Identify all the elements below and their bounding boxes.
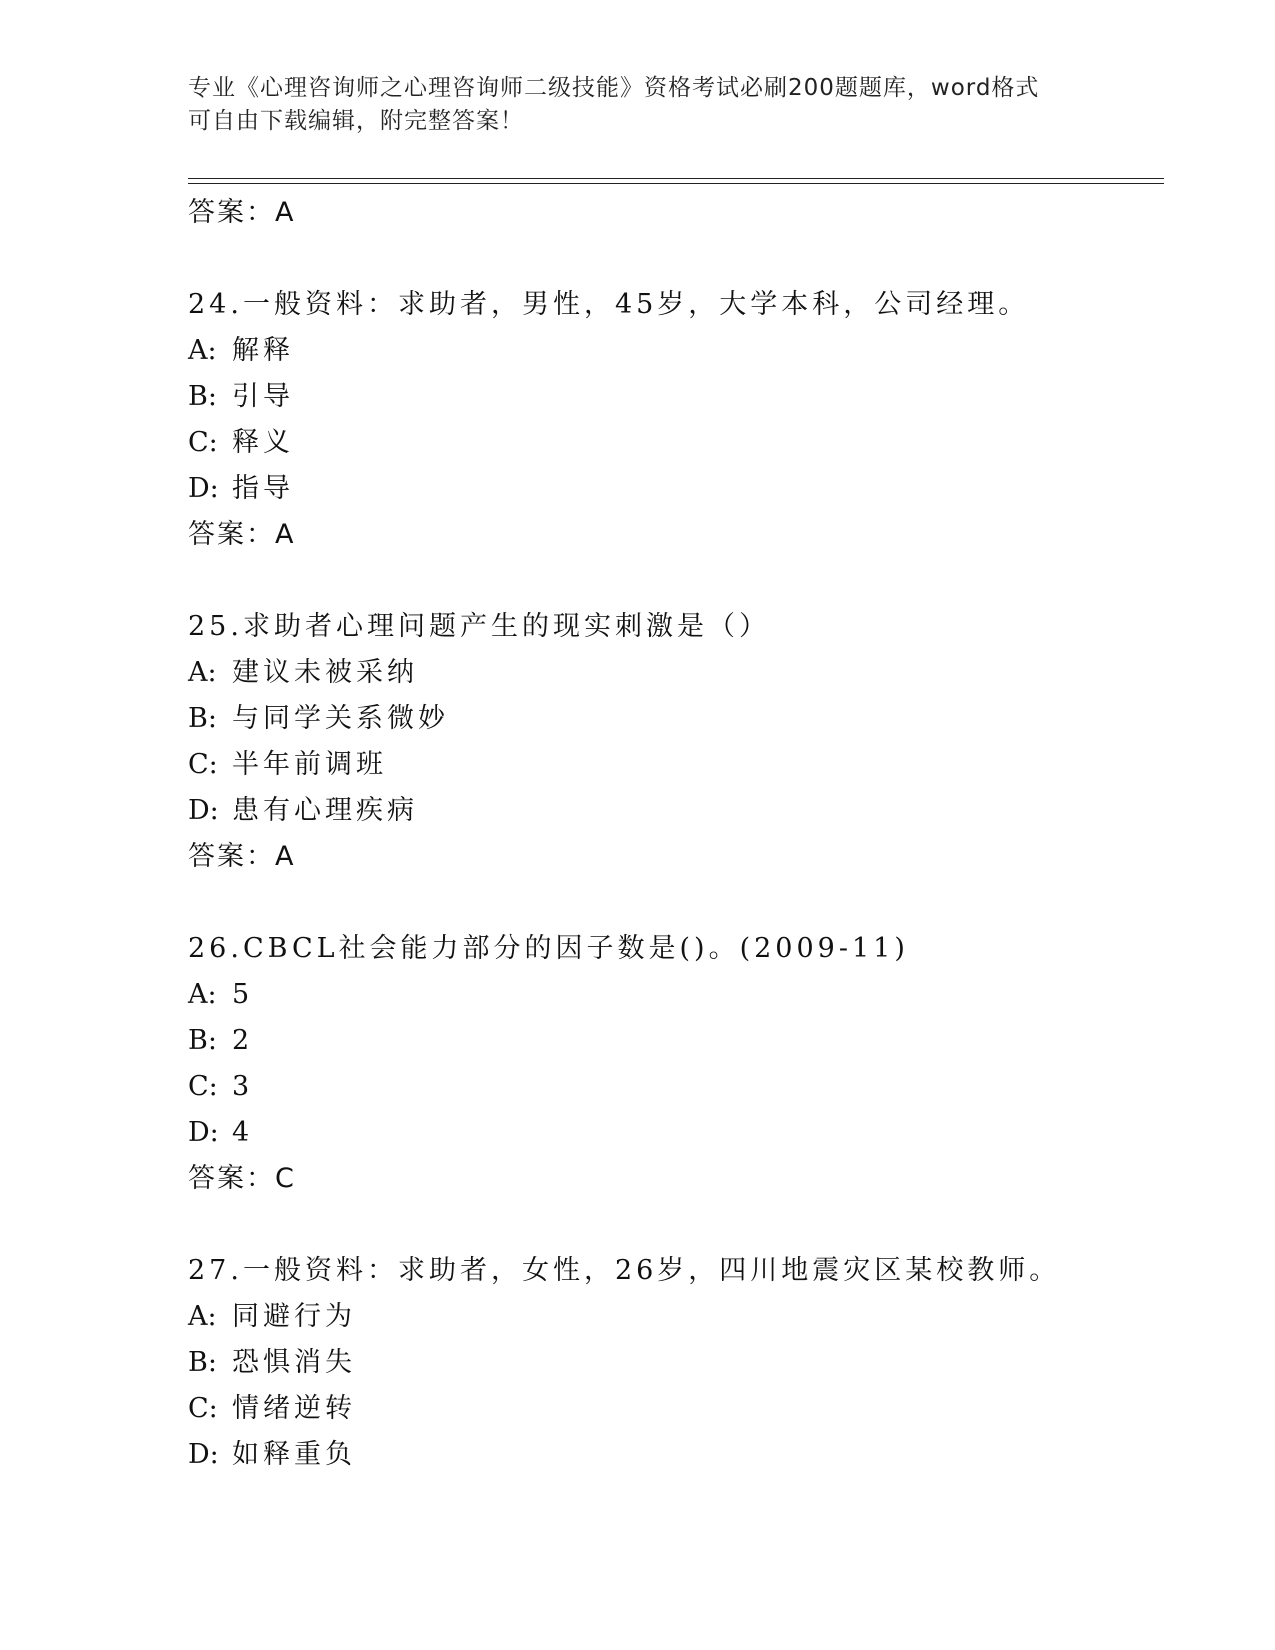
option-letter: C: (188, 749, 218, 780)
option-text: 建议未被采纳 (232, 657, 418, 688)
answer-line: 答案：A (188, 841, 296, 872)
option-letter: C: (188, 1393, 218, 1424)
option-text: 半年前调班 (232, 749, 387, 780)
question-text: 25.求助者心理问题产生的现实刺激是（） (188, 611, 770, 642)
question-item (188, 1248, 1148, 1478)
option-b (188, 374, 1148, 420)
option-text: 解释 (232, 335, 294, 366)
option-letter: D: (188, 1439, 219, 1470)
option-a (188, 650, 1148, 696)
option-letter: C: (188, 1071, 218, 1102)
document-header (188, 72, 1088, 138)
answer-line: 答案：A (188, 519, 296, 550)
option-b (188, 1340, 1148, 1386)
option-text: 恐惧消失 (232, 1347, 356, 1378)
question-item (188, 926, 1148, 1202)
option-text: 指导 (232, 473, 294, 504)
option-c (188, 420, 1148, 466)
option-letter: B: (188, 703, 217, 734)
option-text: 4 (232, 1117, 254, 1148)
option-d (188, 1432, 1148, 1478)
option-b (188, 1018, 1148, 1064)
option-letter: A: (188, 657, 217, 688)
header-line-1: 专业《心理咨询师之心理咨询师二级技能》资格考试必刷200题题库，word格式 (188, 75, 1040, 101)
option-letter: D: (188, 1117, 219, 1148)
option-d (188, 788, 1148, 834)
header-divider-top (188, 178, 1164, 179)
option-a (188, 972, 1148, 1018)
option-letter: B: (188, 381, 217, 412)
option-letter: B: (188, 1347, 217, 1378)
option-text: 如释重负 (232, 1439, 356, 1470)
option-c (188, 1386, 1148, 1432)
option-text: 引导 (232, 381, 294, 412)
question-text: 24.一般资料：求助者，男性，45岁，大学本科，公司经理。 (188, 289, 1030, 320)
question-text: 26.CBCL社会能力部分的因子数是()。(2009-11) (188, 933, 909, 964)
option-text: 5 (232, 979, 254, 1010)
question-item (188, 604, 1148, 880)
option-text: 患有心理疾病 (232, 795, 418, 826)
option-text: 与同学关系微妙 (232, 703, 449, 734)
option-d (188, 1110, 1148, 1156)
option-a (188, 1294, 1148, 1340)
option-b (188, 696, 1148, 742)
question-text: 27.一般资料：求助者，女性，26岁，四川地震灾区某校教师。 (188, 1255, 1061, 1286)
option-text: 3 (232, 1071, 254, 1102)
answer-line: 答案：C (188, 1163, 296, 1194)
option-letter: D: (188, 795, 219, 826)
option-c (188, 1064, 1148, 1110)
question-item (188, 282, 1148, 558)
option-letter: B: (188, 1025, 217, 1056)
header-line-2: 可自由下载编辑，附完整答案！ (188, 108, 524, 134)
option-text: 同避行为 (232, 1301, 356, 1332)
answer-line: 答案：A (188, 197, 296, 228)
option-c (188, 742, 1148, 788)
option-letter: A: (188, 979, 217, 1010)
header-divider-bottom (188, 183, 1164, 184)
option-d (188, 466, 1148, 512)
option-text: 情绪逆转 (232, 1393, 356, 1424)
option-a (188, 328, 1148, 374)
option-letter: A: (188, 1301, 217, 1332)
option-text: 释义 (232, 427, 294, 458)
question-list (188, 190, 1148, 1478)
option-text: 2 (232, 1025, 254, 1056)
option-letter: D: (188, 473, 219, 504)
option-letter: A: (188, 335, 217, 366)
option-letter: C: (188, 427, 218, 458)
